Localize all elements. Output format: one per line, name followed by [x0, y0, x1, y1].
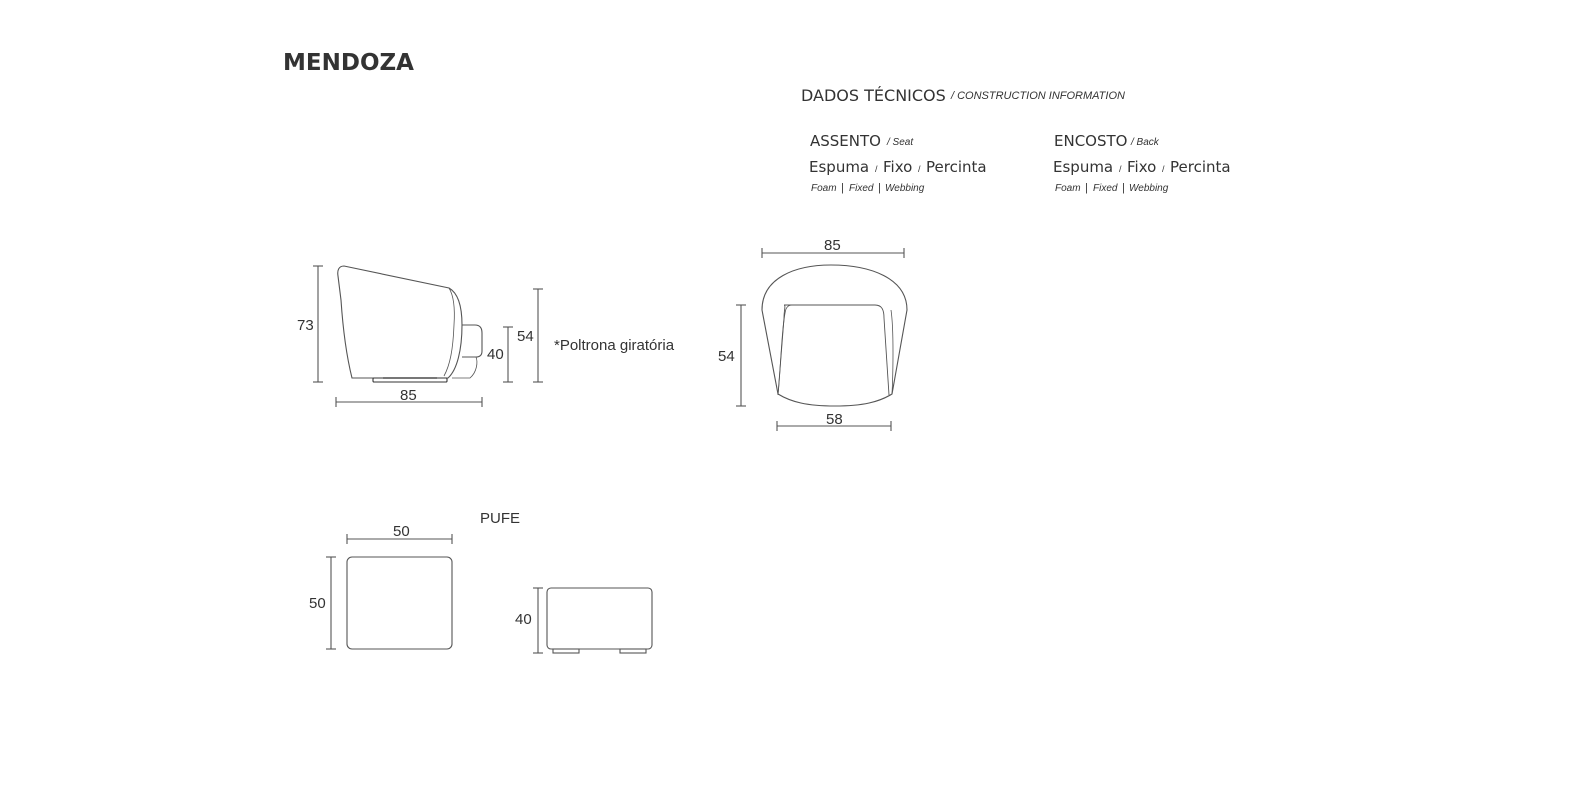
back-pipe-1: |: [1085, 182, 1088, 194]
back-label-en: / Back: [1131, 137, 1159, 148]
pouf-label: PUFE: [480, 510, 521, 527]
back-label: ENCOSTO: [1054, 132, 1128, 150]
seat-item-foam: Espuma: [809, 158, 870, 176]
back-item-webbing-en: Webbing: [1129, 183, 1169, 194]
seat-item-webbing-en: Webbing: [885, 183, 925, 194]
seat-item-fixed: Fixo: [883, 158, 913, 176]
seat-height-dimension: [503, 327, 513, 382]
top-depth-dimension: [736, 305, 746, 406]
seat-label: ASSENTO: [810, 132, 881, 150]
back-separator-2: /: [1162, 164, 1165, 174]
swivel-note: *Poltrona giratória: [554, 337, 675, 354]
back-item-foam: Espuma: [1053, 158, 1114, 176]
seat-label-en: / Seat: [887, 137, 914, 148]
seat-separator-2: /: [918, 164, 921, 174]
technical-data-title: DADOS TÉCNICOS: [801, 86, 946, 105]
seat-item-webbing: Percinta: [926, 158, 987, 176]
seat-height-label: 40: [487, 346, 504, 363]
pouf-side-view: [547, 588, 652, 653]
back-pipe-2: |: [1122, 182, 1125, 194]
seat-item-fixed-en: Fixed: [849, 183, 874, 194]
seat-pipe-2: |: [878, 182, 881, 194]
back-item-webbing: Percinta: [1170, 158, 1231, 176]
pouf-width-label: 50: [393, 523, 410, 540]
back-item-fixed: Fixo: [1127, 158, 1157, 176]
back-item-foam-en: Foam: [1055, 183, 1081, 194]
side-height-dimension: [313, 266, 323, 382]
pouf-top-view: [347, 557, 452, 649]
seat-pipe-1: |: [841, 182, 844, 194]
arm-height-dimension: [533, 289, 543, 382]
armchair-top-view: [762, 265, 907, 406]
side-depth-label: 85: [400, 387, 417, 404]
side-height-label: 73: [297, 317, 314, 334]
product-title: MENDOZA: [283, 50, 414, 76]
top-seat-width-label: 58: [826, 411, 843, 428]
pouf-height-label: 40: [515, 611, 532, 628]
seat-item-foam-en: Foam: [811, 183, 837, 194]
arm-height-label: 54: [517, 328, 534, 345]
armchair-side-view: [338, 266, 482, 382]
top-width-label: 85: [824, 237, 841, 254]
technical-data-subtitle: / CONSTRUCTION INFORMATION: [951, 90, 1125, 102]
top-depth-label: 54: [718, 348, 735, 365]
seat-separator-1: /: [875, 164, 878, 174]
pouf-depth-label: 50: [309, 595, 326, 612]
pouf-height-dimension: [533, 588, 543, 653]
pouf-depth-dimension: [326, 557, 336, 649]
back-separator-1: /: [1119, 164, 1122, 174]
back-item-fixed-en: Fixed: [1093, 183, 1118, 194]
